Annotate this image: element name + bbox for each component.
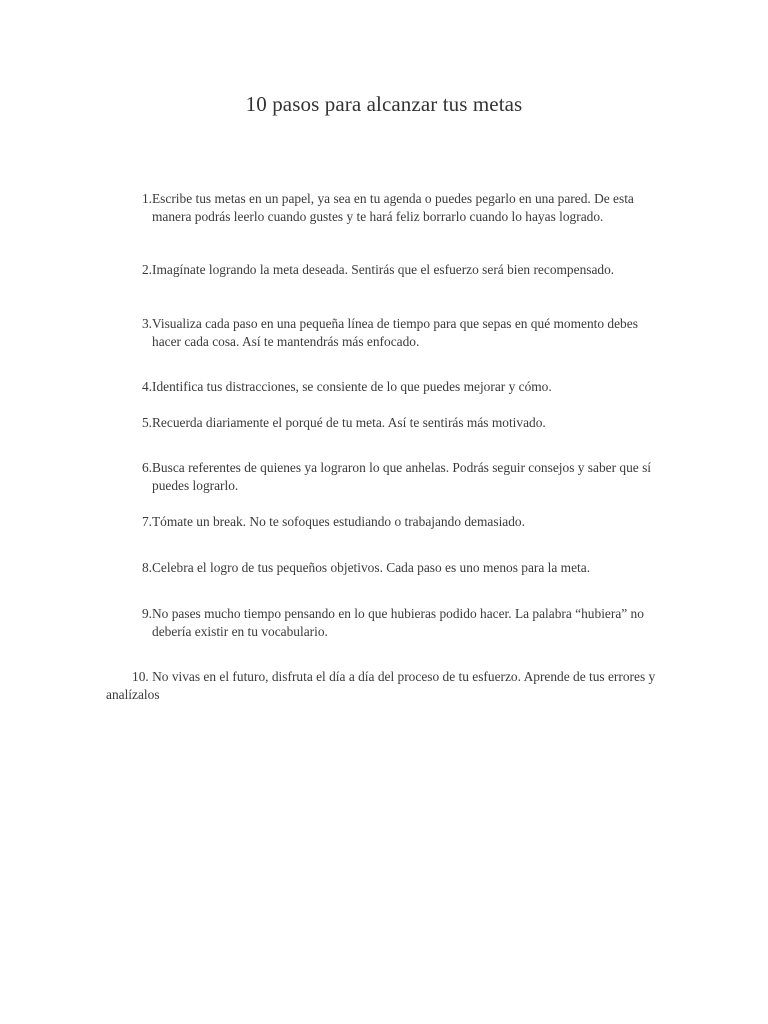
list-item: [106, 668, 666, 704]
step-text: Imagínate logrando la meta deseada. Sentirás que el esfuerzo será bien recompensado.: [152, 262, 615, 277]
list-item: [106, 559, 666, 577]
step-text: Busca referentes de quienes ya lograron lo que anhelas. Podrás seguir consejos y saber que sí puedes lograrlo.: [152, 460, 652, 493]
step-number: 10.: [132, 669, 149, 684]
list-item: [106, 378, 666, 396]
list-item: [106, 459, 666, 495]
step-text: Celebra el logro de tus pequeños objetivos. Cada paso es uno menos para la meta.: [152, 560, 591, 575]
step-number: 2.: [141, 262, 152, 277]
step-number: 8.: [141, 560, 152, 575]
document-title: 10 pasos para alcanzar tus metas: [245, 92, 523, 116]
step-number: 9.: [141, 606, 152, 621]
step-number: 6.: [141, 460, 152, 475]
step-text: Tómate un break. No te sofoques estudiando o trabajando demasiado.: [152, 514, 525, 529]
step-number: 5.: [141, 415, 152, 430]
list-item: [106, 190, 666, 226]
step-text: Recuerda diariamente el porqué de tu meta. Así te sentirás más motivado.: [152, 415, 546, 430]
list-item: [106, 261, 666, 279]
step-text: No pases mucho tiempo pensando en lo que hubieras podido hacer. La palabra “hubiera” no debería existir en tu vocabulario.: [152, 606, 644, 639]
step-number: 4.: [141, 379, 152, 394]
step-text: [106, 668, 666, 704]
list-item: [106, 605, 666, 641]
list-item: [106, 315, 666, 351]
step-number: 7.: [141, 514, 152, 529]
step-number: 3.: [141, 316, 152, 331]
step-number: 1.: [141, 191, 152, 206]
step-text: Identifica tus distracciones, se consiente de lo que puedes mejorar y cómo.: [152, 379, 552, 394]
step-body: No vivas en el futuro, disfruta el día a día del proceso de tu esfuerzo. Aprende de tus errores y analízalos: [106, 669, 656, 702]
step-text: Visualiza cada paso en una pequeña línea de tiempo para que sepas en qué momento debes hacer cada cosa. Así te mantendrás más enfocado.: [152, 316, 638, 349]
step-text: Escribe tus metas en un papel, ya sea en tu agenda o puedes pegarlo en una pared. De esta manera podrás leerlo cuando gustes y te hará feliz borrarlo cuando lo hayas logrado.: [152, 191, 634, 224]
list-item: [106, 513, 666, 531]
list-item: [106, 414, 666, 432]
